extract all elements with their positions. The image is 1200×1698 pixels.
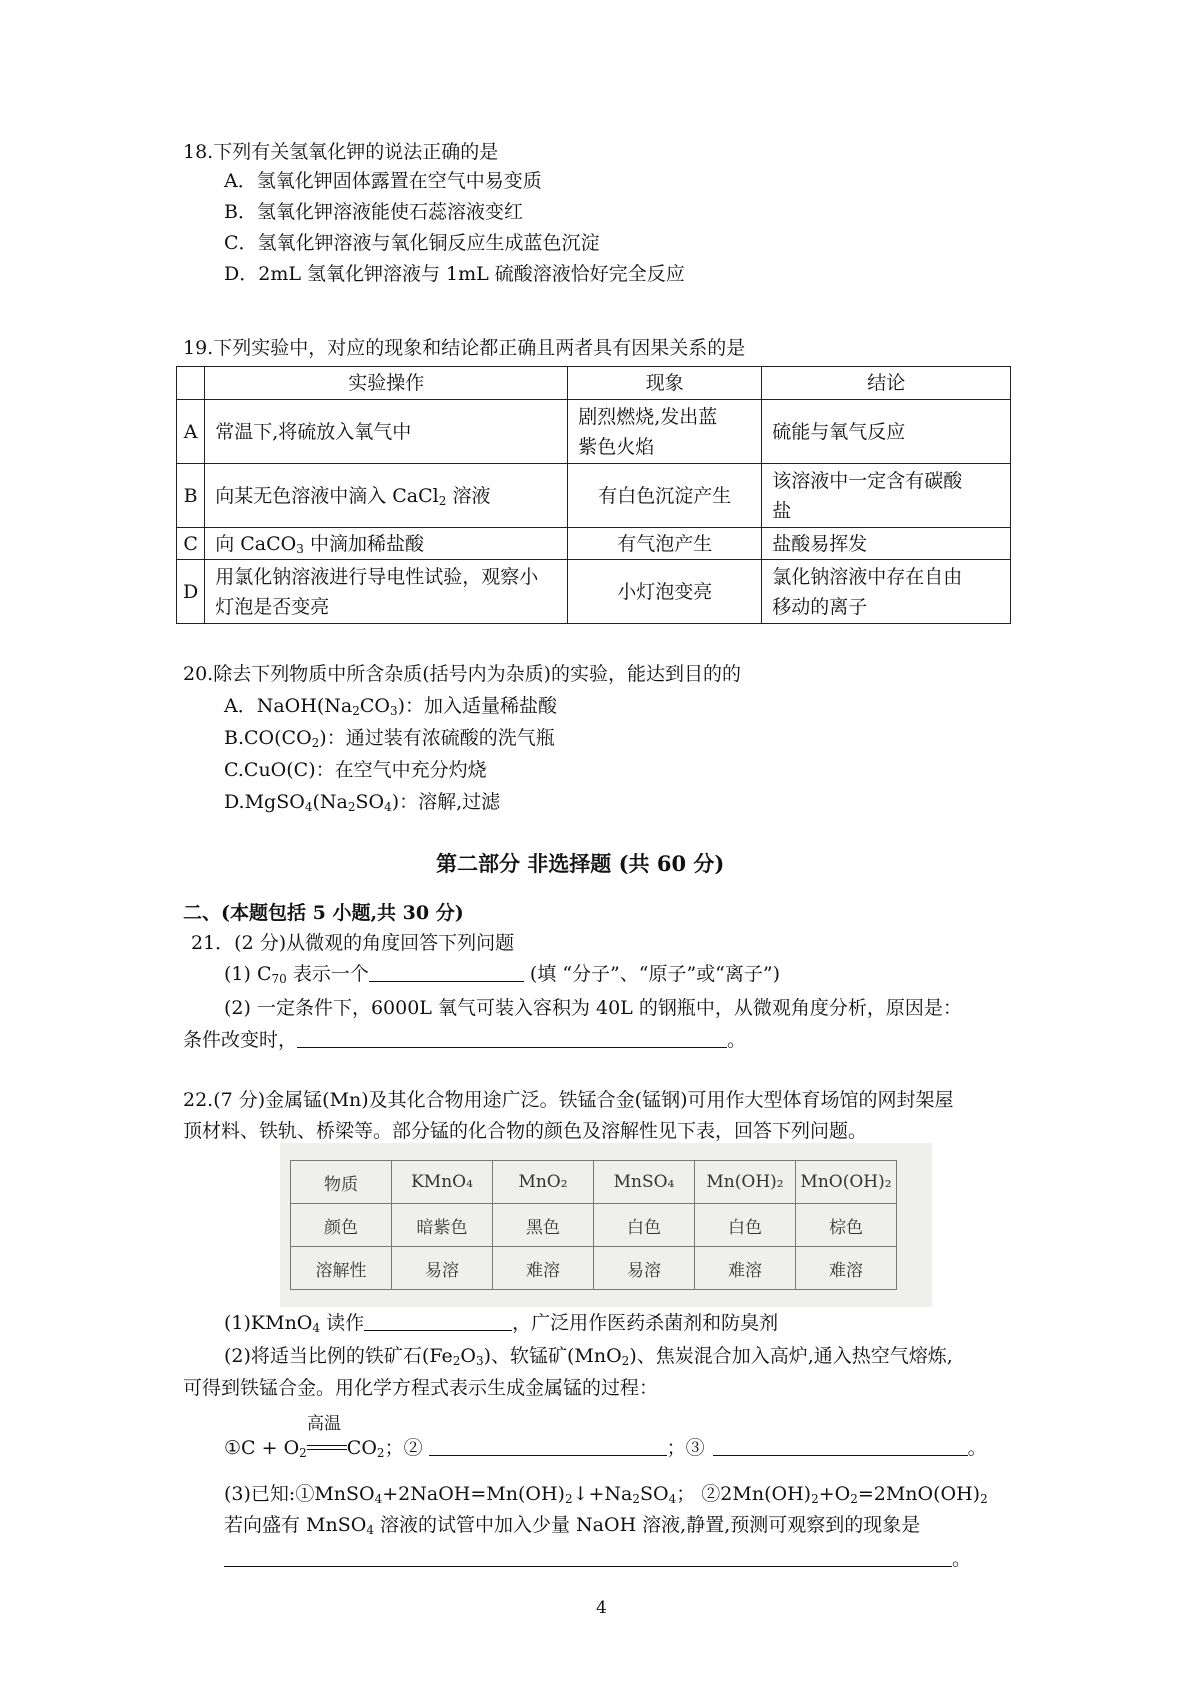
table-cell: Mn(OH)₂	[695, 1161, 796, 1204]
phenomenon-cell: 小灯泡变亮	[568, 560, 762, 624]
operation-cell	[205, 464, 568, 528]
phenomenon-line: 剧烈燃烧,发出蓝	[578, 405, 718, 428]
table-cell: KMnO₄	[392, 1161, 493, 1204]
table-cell: 难溶	[695, 1247, 796, 1290]
table-cell: 物质	[291, 1161, 392, 1204]
phenomenon-cell: 有白色沉淀产生	[568, 464, 762, 528]
conclusion-line: 该溶液中一定含有碳酸	[772, 469, 963, 492]
operation-text: 向 CaCO	[215, 532, 297, 555]
conclusion-cell: 盐酸易挥发	[762, 528, 1011, 560]
q19-row-d	[177, 560, 1011, 624]
manganese-compound-table	[290, 1160, 897, 1290]
row-label: A	[177, 400, 205, 464]
answer-blank[interactable]	[364, 1312, 512, 1331]
q20-option-b: $B.CO(CO_2)$：通过装有浓硫酸的洗气瓶	[224, 727, 555, 750]
q19-row-c	[177, 528, 1011, 560]
row-label: D	[177, 560, 205, 624]
subscript: 3	[296, 541, 304, 556]
q18-option-b: B．氢氧化钾溶液能使石蕊溶液变红	[224, 201, 523, 223]
q18-stem: 18.下列有关氢氧化钾的说法正确的是	[183, 141, 499, 163]
table-row	[291, 1204, 897, 1247]
q19-header-phenomenon: 现象	[568, 367, 762, 400]
q22-part2-line2: 可得到铁锰合金。用化学方程式表示生成金属锰的过程：	[183, 1377, 659, 1399]
table-cell: MnSO₄	[594, 1161, 695, 1204]
q22-stem-line2: 顶材料、铁轨、桥梁等。部分锰的化合物的颜色及溶解性见下表，回答下列问题。	[183, 1120, 868, 1142]
q18-option-d: D．2mL 氢氧化钾溶液与 1mL 硫酸溶液恰好完全反应	[224, 263, 685, 285]
q21-part1: (1) $C_{70}$ 表示一个 (填 “分子”、“原子”或“离子”)	[224, 963, 781, 986]
q18-option-c: C．氢氧化钾溶液与氧化铜反应生成蓝色沉淀	[224, 232, 600, 254]
table-cell: 易溶	[594, 1247, 695, 1290]
conclusion-cell: 硫能与氧气反应	[762, 400, 1011, 464]
answer-blank[interactable]	[429, 1437, 667, 1456]
q20-option-c: C.CuO(C)：在空气中充分灼烧	[224, 759, 487, 781]
q22-part1: (1)KMnO$_4$ 读作 ，广泛用作医药杀菌剂和防臭剂	[224, 1312, 779, 1335]
q19-row-a	[177, 400, 1011, 464]
answer-blank[interactable]	[369, 963, 524, 982]
part2-title: 第二部分 非选择题 (共 60 分)	[436, 851, 725, 876]
page-number: 4	[596, 1598, 607, 1618]
q20-option-d: $D.MgSO_4(Na_2SO_4)$：溶解,过滤	[224, 791, 501, 814]
table-cell: MnO(OH)₂	[796, 1161, 897, 1204]
q22-part3-line2: 若向盛有 MnSO$_4$ 溶液的试管中加入少量 NaOH 溶液,静置,预测可观察到的现象是	[224, 1514, 921, 1537]
row-label: B	[177, 464, 205, 528]
q18-option-a: A．氢氧化钾固体露置在空气中易变质	[224, 170, 542, 192]
q22-part3-line1: (3)已知$:①MnSO_4+2NaOH=Mn(OH)_2↓+Na_2SO_4$； $②2Mn(OH)_2+O_2=2MnO(OH)_2$	[224, 1483, 988, 1506]
conclusion-cell	[762, 560, 1011, 624]
conclusion-line: 盐	[772, 499, 792, 522]
table-cell: 黑色	[493, 1204, 594, 1247]
phenomenon-cell: 有气泡产生	[568, 528, 762, 560]
q21-part2-line2: 条件改变时， 。	[183, 1029, 747, 1051]
manganese-compound-table-image	[280, 1143, 932, 1307]
table-row	[291, 1161, 897, 1204]
q21-part2-line1: (2) 一定条件下，6000L 氧气可装入容积为 40L 的钢瓶中，从微观角度分析，原因是：	[224, 997, 962, 1019]
q19-header-blank	[177, 367, 205, 400]
operation-line: 用氯化钠溶液进行导电性试验，观察小	[215, 565, 539, 588]
answer-blank[interactable]	[224, 1548, 952, 1567]
q22-stem-line1: 22.(7 分)金属锰(Mn)及其化合物用途广泛。铁锰合金(锰钢)可用作大型体育场馆的网封架屋	[183, 1089, 954, 1111]
q19-stem: 19.下列实验中，对应的现象和结论都正确且两者具有因果关系的是	[183, 337, 746, 359]
table-cell: 溶解性	[291, 1247, 392, 1290]
phenomenon-cell	[568, 400, 762, 464]
operation-cell	[205, 528, 568, 560]
table-cell: 白色	[695, 1204, 796, 1247]
operation-text: 中滴加稀盐酸	[303, 532, 424, 555]
table-cell: 难溶	[796, 1247, 897, 1290]
table-cell: 易溶	[392, 1247, 493, 1290]
q20-stem: 20.除去下列物质中所含杂质(括号内为杂质)的实验，能达到目的的	[183, 663, 742, 685]
table-row	[291, 1247, 897, 1290]
q22-equation-line: ①C + $O_2$ $CO_2$；② ；③ 。	[224, 1437, 987, 1460]
row-label: C	[177, 528, 205, 560]
operation-line: 灯泡是否变亮	[215, 595, 330, 618]
conclusion-line: 氯化钠溶液中存在自由	[772, 565, 963, 588]
q19-header-operation: 实验操作	[205, 367, 568, 400]
table-cell: 颜色	[291, 1204, 392, 1247]
table-cell: MnO₂	[493, 1161, 594, 1204]
q19-row-b	[177, 464, 1011, 528]
operation-text: 溶液	[446, 484, 491, 507]
operation-cell: 常温下,将硫放入氧气中	[205, 400, 568, 464]
section-heading: 二、(本题包括 5 小题,共 30 分)	[183, 902, 464, 924]
q19-header-conclusion: 结论	[762, 367, 1011, 400]
subscript: 2	[438, 493, 447, 508]
q21-stem: 21．(2 分)从微观的角度回答下列问题	[191, 932, 515, 954]
answer-blank[interactable]	[713, 1437, 968, 1456]
q19-header-row	[177, 367, 1011, 400]
equals-sign	[307, 1445, 347, 1450]
phenomenon-line: 紫色火焰	[578, 435, 655, 458]
table-cell: 难溶	[493, 1247, 594, 1290]
conclusion-cell	[762, 464, 1011, 528]
table-cell: 暗紫色	[392, 1204, 493, 1247]
operation-cell	[205, 560, 568, 624]
q22-part2-line1: (2)将适当比例的铁矿石$(Fe_2O_3)$、软锰矿(MnO$_2$)、焦炭混合加入高炉,通入热空气熔炼,	[224, 1345, 953, 1368]
reaction-condition: 高温	[307, 1414, 341, 1434]
q19-table	[176, 366, 1011, 624]
conclusion-line: 移动的离子	[772, 595, 868, 618]
table-cell: 白色	[594, 1204, 695, 1247]
q22-part3-line3: 。	[224, 1547, 971, 1571]
operation-text: 向某无色溶液中滴入 CaCl	[215, 484, 439, 507]
answer-blank[interactable]	[297, 1029, 727, 1048]
q20-option-a: A．$NaOH(Na_2CO_3)$：加入适量稀盐酸	[224, 695, 558, 718]
table-cell: 棕色	[796, 1204, 897, 1247]
